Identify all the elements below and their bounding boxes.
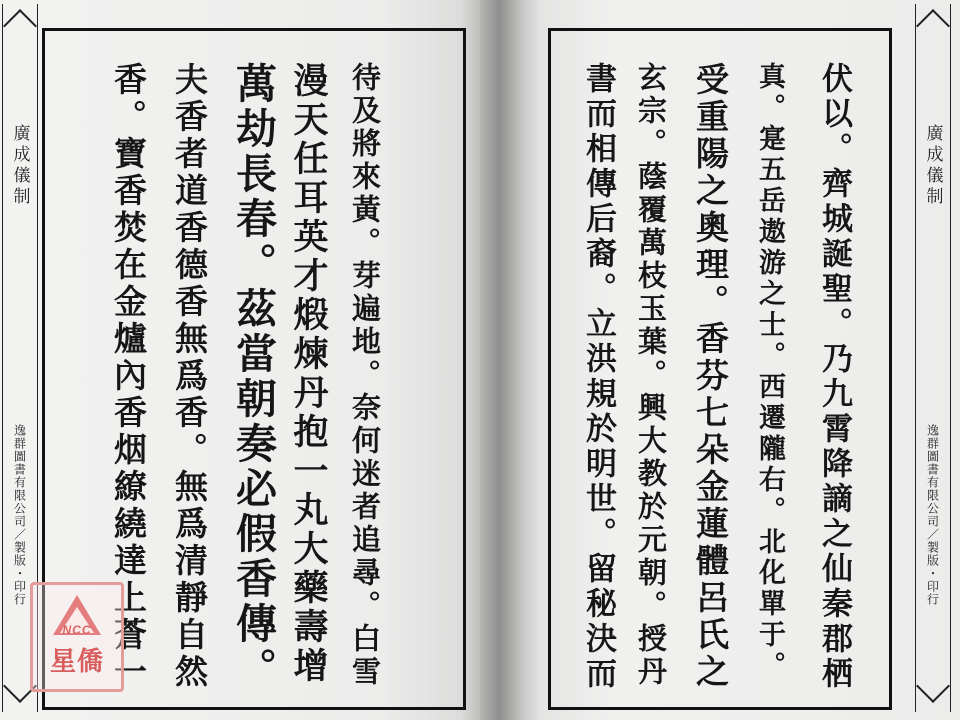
left-margin-title: 廣成儀制 bbox=[9, 124, 30, 208]
chevron-up-icon bbox=[916, 9, 950, 43]
right-text-column-2: 真。寔五岳遨游之士。西遷隴右。北化單于。 bbox=[754, 62, 785, 682]
left-margin-publisher: 逸群圖書有限公司／製版・印行 bbox=[12, 424, 27, 606]
stamp-latin-text: NCC bbox=[62, 623, 92, 637]
chevron-up-icon bbox=[3, 9, 37, 43]
left-text-column-2: 漫天任耳英才煅煉丹抱一丸大藥壽增 bbox=[288, 62, 329, 686]
left-text-column-1: 待及將來黃。芽遍地。奈何迷者追尋。白雪 bbox=[348, 62, 382, 689]
right-text-column-4: 玄宗。蔭覆萬枝玉葉。興大教於元朝。授丹 bbox=[634, 62, 668, 689]
left-text-column-5: 香。寶香焚在金爐內香烟繚繞達上蒼一 bbox=[109, 62, 148, 691]
chevron-down-icon bbox=[916, 669, 950, 703]
left-text-column-4: 夫香者道香德香無爲香。無爲清靜自然 bbox=[170, 62, 209, 691]
stamp-name-text: 星僑 bbox=[49, 647, 104, 677]
right-text-column-5: 書而相傳后裔。立洪規於明世。留秘決而 bbox=[580, 62, 616, 692]
right-text-column-1: 伏以。齊城誕聖。乃九霄降謫之仙秦郡栖 bbox=[816, 62, 852, 692]
watermark-stamp bbox=[30, 582, 124, 692]
book-gutter bbox=[480, 0, 523, 720]
right-margin-publisher: 逸群圖書有限公司／製版・印行 bbox=[925, 424, 940, 606]
right-margin-strip bbox=[915, 4, 951, 712]
right-margin-title: 廣成儀制 bbox=[922, 124, 943, 208]
right-text-column-3: 受重陽之奧理。香芬七朵金蓮體呂氏之 bbox=[691, 62, 730, 691]
left-text-column-3: 萬劫長春。茲當朝奏必假香傳。 bbox=[229, 62, 277, 692]
